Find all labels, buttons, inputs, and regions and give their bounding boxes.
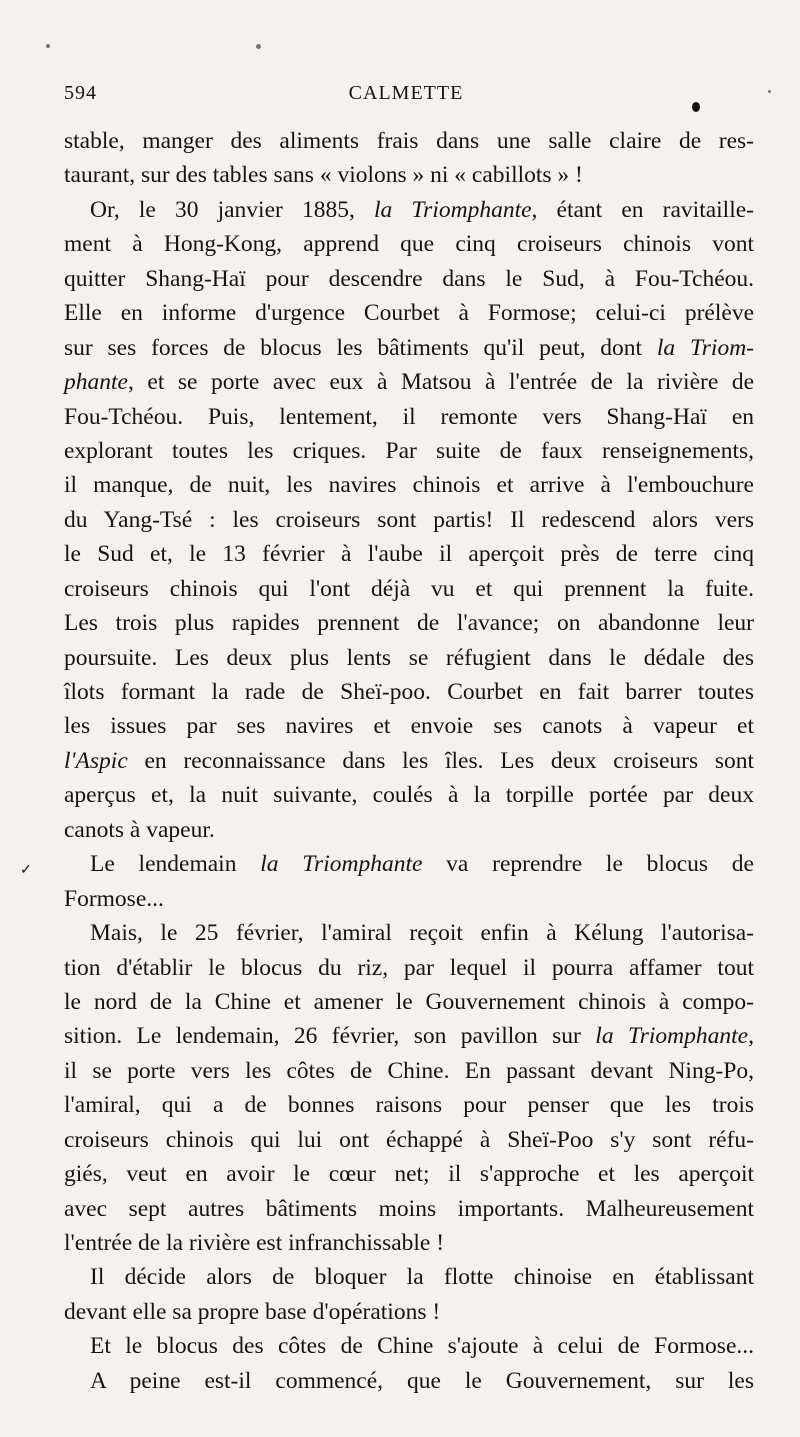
text-line: [64, 1123, 754, 1157]
line-text: en reconnaissance dans les îles. Les deux croiseurs sont: [127, 747, 754, 774]
running-head: CALMETTE: [348, 82, 464, 104]
text-line: [64, 468, 754, 502]
line-text: Mais, le 25 février, l'amiral reçoit enfin à Kélung l'autorisa-: [90, 920, 754, 947]
line-text: l'entrée de la rivière est infranchissable !: [64, 1230, 445, 1256]
ink-dot: [692, 102, 700, 112]
text-line: [64, 1364, 754, 1398]
text-line: [64, 1260, 754, 1294]
line-text: A peine est-il commencé, que le Gouvernement, sur les: [90, 1367, 754, 1394]
text-line: [64, 675, 754, 709]
text-line: [64, 1295, 754, 1329]
italic-text: la Triomphante: [373, 196, 532, 223]
line-text: , et se porte avec eux à Matsou à l'entrée de la rivière de: [127, 369, 754, 396]
page-header: [64, 82, 748, 122]
text-line: [64, 365, 754, 399]
text-line: [64, 744, 754, 778]
text-line: [64, 951, 754, 985]
body-text: [64, 124, 754, 1398]
text-line: [64, 124, 754, 158]
text-line: [64, 1157, 754, 1191]
line-text: îlots formant la rade de Sheï-poo. Courbet en fait barrer toutes: [64, 679, 754, 705]
italic-text: la Triom-: [656, 334, 754, 361]
text-line: [64, 916, 754, 950]
page-number: 594: [64, 82, 97, 104]
line-text: Le lendemain: [90, 851, 261, 878]
line-text: l'amiral, qui a de bonnes raisons pour penser que les trois: [64, 1092, 754, 1119]
text-line: [64, 227, 754, 261]
italic-text: la Triomphante: [260, 851, 423, 878]
line-text: quitter Shang-Haï pour descendre dans le Sud, à Fou-Tchéou.: [64, 265, 754, 292]
text-line: [64, 158, 754, 192]
text-line: [64, 985, 754, 1019]
text-line: [64, 1088, 754, 1122]
text-line: [64, 847, 754, 881]
line-text: croiseurs chinois qui lui ont échappé à Sheï-Poo s'y sont réfu-: [64, 1126, 754, 1153]
text-line: [64, 1226, 754, 1260]
line-text: sition. Le lendemain, 26 février, son pavillon sur: [64, 1023, 596, 1050]
text-line: [64, 262, 754, 296]
line-text: aperçus et, la nuit suivante, coulés à la torpille portée par deux: [64, 782, 754, 809]
line-text: le Sud et, le 13 février à l'aube il aperçoit près de terre cinq: [64, 541, 754, 568]
text-line: [64, 813, 754, 847]
line-text: Il décide alors de bloquer la flotte chinoise en établissant: [90, 1264, 754, 1291]
line-text: du Yang-Tsé : les croiseurs sont partis! Il redescend alors vers: [64, 506, 754, 533]
line-text: Fou-Tchéou. Puis, lentement, il remonte vers Shang-Haï en: [64, 403, 754, 430]
italic-text: la Triomphante,: [595, 1023, 754, 1050]
dust-speck: [768, 90, 771, 93]
text-line: [64, 882, 754, 916]
line-text: , étant en ravitaille-: [531, 196, 754, 223]
text-line: [64, 1054, 754, 1088]
italic-text: l'Aspic: [64, 747, 128, 774]
italic-text: phante: [64, 369, 128, 396]
text-line: [64, 778, 754, 812]
text-line: [64, 296, 754, 330]
margin-mark: ✓: [20, 863, 32, 878]
line-text: les issues par ses navires et envoie ses canots à vapeur et: [64, 713, 754, 740]
line-text: Les trois plus rapides prennent de l'avance; on abandonne leur: [64, 610, 754, 637]
text-line: [64, 503, 754, 537]
line-text: explorant toutes les criques. Par suite de faux renseignements,: [64, 437, 754, 464]
line-text: poursuite. Les deux plus lents se réfugient dans le dédale des: [64, 644, 754, 671]
line-text: Formose...: [64, 885, 164, 912]
text-line: [64, 1019, 754, 1053]
dust-speck: [46, 44, 50, 48]
line-text: il manque, de nuit, les navires chinois et arrive à l'embouchure: [64, 472, 754, 499]
line-text: giés, veut en avoir le cœur net; il s'approche et les aperçoit: [64, 1161, 754, 1188]
line-text: ment à Hong-Kong, apprend que cinq croiseurs chinois vont: [64, 231, 754, 258]
line-text: Et le blocus des côtes de Chine s'ajoute à celui de Formose...: [90, 1333, 754, 1360]
line-text: le nord de la Chine et amener le Gouvernement chinois à compo-: [64, 988, 754, 1015]
text-line: [64, 1192, 754, 1226]
line-text: devant elle sa propre base d'opérations !: [64, 1298, 441, 1325]
text-line: [64, 434, 754, 468]
text-line: [64, 1329, 754, 1363]
line-text: il se porte vers les côtes de Chine. En passant devant Ning-Po,: [64, 1057, 754, 1084]
dust-speck: [256, 44, 261, 49]
text-line: [64, 193, 754, 227]
line-text: canots à vapeur.: [64, 816, 215, 843]
text-line: [64, 572, 754, 606]
line-text: Elle en informe d'urgence Courbet à Formose; celui-ci prélève: [64, 300, 754, 327]
line-text: taurant, sur des tables sans « violons » ni « cabillots » !: [64, 162, 583, 189]
line-text: avec sept autres bâtiments moins importants. Malheureusement: [64, 1195, 754, 1222]
text-line: [64, 400, 754, 434]
text-line: [64, 331, 754, 365]
text-line: [64, 709, 754, 743]
text-line: [64, 606, 754, 640]
line-text: stable, manger des aliments frais dans une salle claire de res-: [64, 128, 754, 154]
line-text: va reprendre le blocus de: [422, 851, 754, 878]
line-text: Or, le 30 janvier 1885,: [90, 196, 374, 223]
text-line: [64, 641, 754, 675]
text-line: [64, 537, 754, 571]
line-text: tion d'établir le blocus du riz, par lequel il pourra affamer tout: [64, 954, 754, 981]
line-text: sur ses forces de blocus les bâtiments qu'il peut, dont: [64, 334, 657, 361]
line-text: croiseurs chinois qui l'ont déjà vu et qui prennent la fuite.: [64, 575, 754, 602]
